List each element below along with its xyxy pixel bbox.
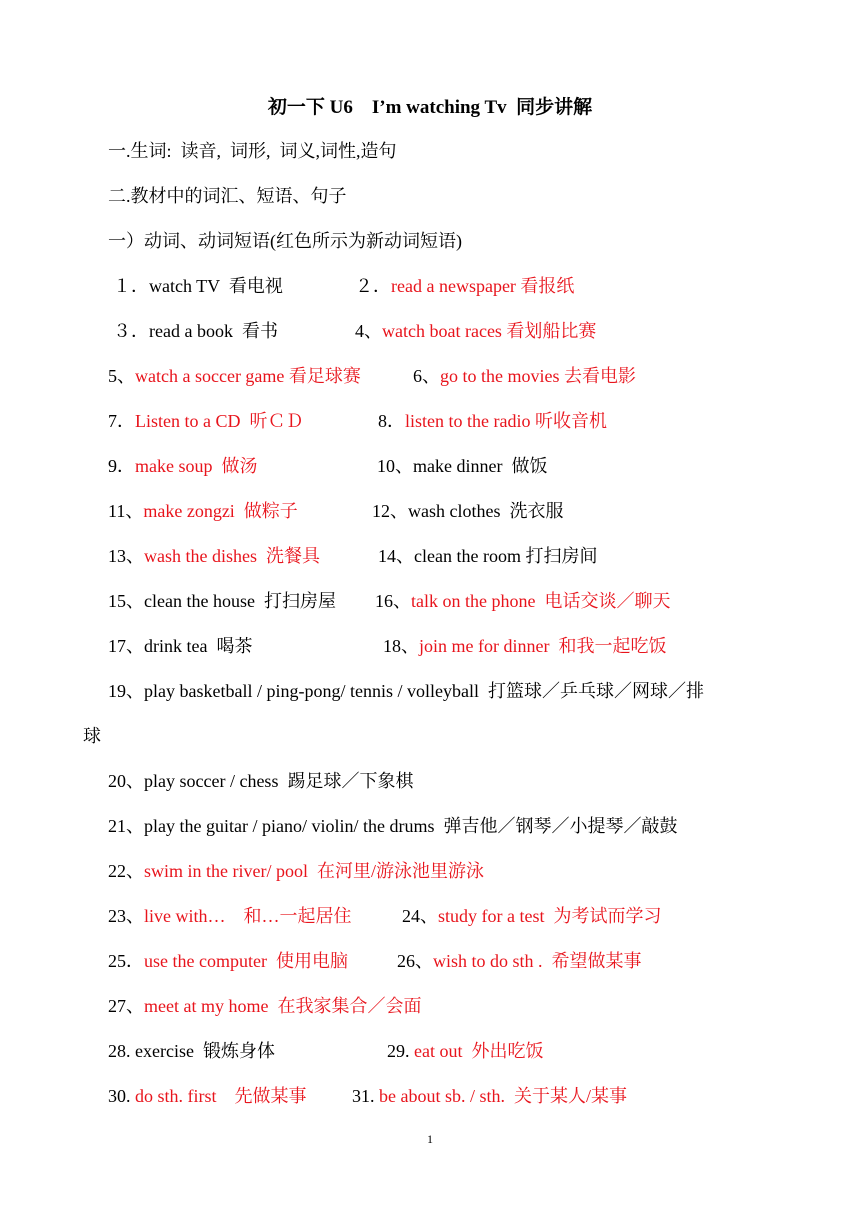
phrase-text-new: listen to the radio 听收音机 (405, 411, 607, 431)
phrase-number: 6、 (413, 366, 440, 386)
phrase-number: 21、 (108, 816, 144, 836)
phrase-text: clean the room 打扫房间 (414, 546, 598, 566)
section-heading-vocabulary: 一.生词: 读音, 词形, 词义,词性,造句 (108, 141, 397, 161)
phrase-item (387, 1038, 543, 1064)
phrase-text: play soccer / chess 踢足球／下象棋 (144, 771, 414, 791)
phrase-number: １． (113, 276, 149, 296)
phrase-item (108, 813, 677, 839)
phrase-number: 26、 (397, 951, 433, 971)
page-title: 初一下 U6 I’m watching Tv 同步讲解 (267, 97, 593, 118)
phrase-text: wash clothes 洗衣服 (408, 501, 564, 521)
phrase-item (108, 543, 320, 569)
phrase-number: 30. (108, 1086, 135, 1106)
page-number: 1 (427, 1132, 433, 1146)
phrase-number: ２． (355, 276, 391, 296)
phrase-number: 18、 (383, 636, 419, 656)
phrase-number: 28. (108, 1041, 135, 1061)
phrase-item (108, 858, 484, 884)
phrase-text-new: talk on the phone 电话交谈／聊天 (411, 591, 671, 611)
phrase-number: 31. (352, 1086, 379, 1106)
phrase-text: play basketball / ping-pong/ tennis / volleyball 打篮球／乒乓球／网球／排 (144, 681, 704, 701)
subsection-heading-verbs: 一）动词、动词短语(红色所示为新动词短语) (108, 231, 462, 251)
phrase-item (375, 588, 670, 614)
phrase-number: 22、 (108, 861, 144, 881)
phrase-text: make dinner 做饭 (413, 456, 548, 476)
phrase-text: clean the house 打扫房屋 (144, 591, 336, 611)
phrase-item (397, 948, 642, 974)
phrase-item (108, 1083, 307, 1109)
phrase-text-new: be about sb. / sth. 关于某人/某事 (379, 1086, 627, 1106)
phrase-item (378, 408, 607, 434)
phrase-text: drink tea 喝茶 (144, 636, 253, 656)
phrase-text: exercise 锻炼身体 (135, 1041, 275, 1061)
phrase-item (108, 498, 298, 524)
phrase-number: 24、 (402, 906, 438, 926)
phrase-text: play the guitar / piano/ violin/ the drums 弹吉他／钢琴／小提琴／敲鼓 (144, 816, 678, 836)
phrase-number: 7． (108, 411, 135, 431)
phrase-text-new: go to the movies 去看电影 (440, 366, 636, 386)
phrase-number: 15、 (108, 591, 144, 611)
phrase-item (108, 948, 348, 974)
phrase-item (378, 543, 597, 569)
phrase-item (413, 363, 636, 389)
phrase-item (377, 453, 547, 479)
phrase-number: 19、 (108, 681, 144, 701)
phrase-item (352, 1083, 627, 1109)
phrase-item (108, 993, 421, 1019)
phrase-text-new: study for a test 为考试而学习 (438, 906, 662, 926)
phrase-item (113, 318, 278, 344)
phrase-text-new: watch boat races 看划船比赛 (382, 321, 597, 341)
phrase-number: 16、 (375, 591, 411, 611)
phrase-text-new: make soup 做汤 (135, 456, 258, 476)
phrase-item (108, 588, 336, 614)
phrase-number: 17、 (108, 636, 144, 656)
phrase-item (108, 1038, 275, 1064)
phrase-text-new: Listen to a CD 听ＣＤ (135, 411, 304, 431)
phrase-item (108, 363, 361, 389)
phrase-item (108, 453, 257, 479)
phrase-text-new: wash the dishes 洗餐具 (144, 546, 320, 566)
phrase-number: 11、 (108, 501, 144, 521)
phrase-text-new: eat out 外出吃饭 (414, 1041, 544, 1061)
phrase-text-new: do sth. first 先做某事 (135, 1086, 307, 1106)
phrase-text-new: join me for dinner 和我一起吃饭 (419, 636, 667, 656)
phrase-text-new: make zongzi 做粽子 (143, 501, 298, 521)
phrase-number: 23、 (108, 906, 144, 926)
phrase-text-new: read a newspaper 看报纸 (391, 276, 575, 296)
phrase-item (108, 408, 304, 434)
section-heading-textbook: 二.教材中的词汇、短语、句子 (108, 186, 347, 206)
phrase-text-new: use the computer 使用电脑 (144, 951, 348, 971)
phrase-number: 9． (108, 456, 135, 476)
phrase-item (108, 768, 413, 794)
phrase-number: ３． (113, 321, 149, 341)
phrase-text-new: live with… 和…一起居住 (144, 906, 352, 926)
phrase-item (113, 273, 283, 299)
phrase-number: 14、 (378, 546, 414, 566)
phrase-number: 29. (387, 1041, 414, 1061)
phrase-text-new: meet at my home 在我家集合／会面 (144, 996, 422, 1016)
phrase-text-new: swim in the river/ pool 在河里/游泳池里游泳 (144, 861, 484, 881)
phrase-number: 10、 (377, 456, 413, 476)
phrase-number: 13、 (108, 546, 144, 566)
phrase-item (108, 678, 704, 704)
phrase-number: 27、 (108, 996, 144, 1016)
phrase-text-continuation: 球 (83, 726, 101, 746)
phrase-number: 25． (108, 951, 144, 971)
phrase-number: 4、 (355, 321, 382, 341)
phrase-item (372, 498, 563, 524)
phrase-item (108, 903, 352, 929)
phrase-text-new: wish to do sth . 希望做某事 (433, 951, 642, 971)
phrase-number: 12、 (372, 501, 408, 521)
phrase-text: watch TV 看电视 (149, 276, 283, 296)
phrase-text: read a book 看书 (149, 321, 278, 341)
phrase-item (402, 903, 661, 929)
phrase-item (355, 318, 596, 344)
phrase-item (355, 273, 574, 299)
phrase-item (108, 633, 252, 659)
phrase-number: 8． (378, 411, 405, 431)
phrase-number: 5、 (108, 366, 135, 386)
phrase-item (383, 633, 666, 659)
phrase-text-new: watch a soccer game 看足球赛 (135, 366, 361, 386)
phrase-number: 20、 (108, 771, 144, 791)
